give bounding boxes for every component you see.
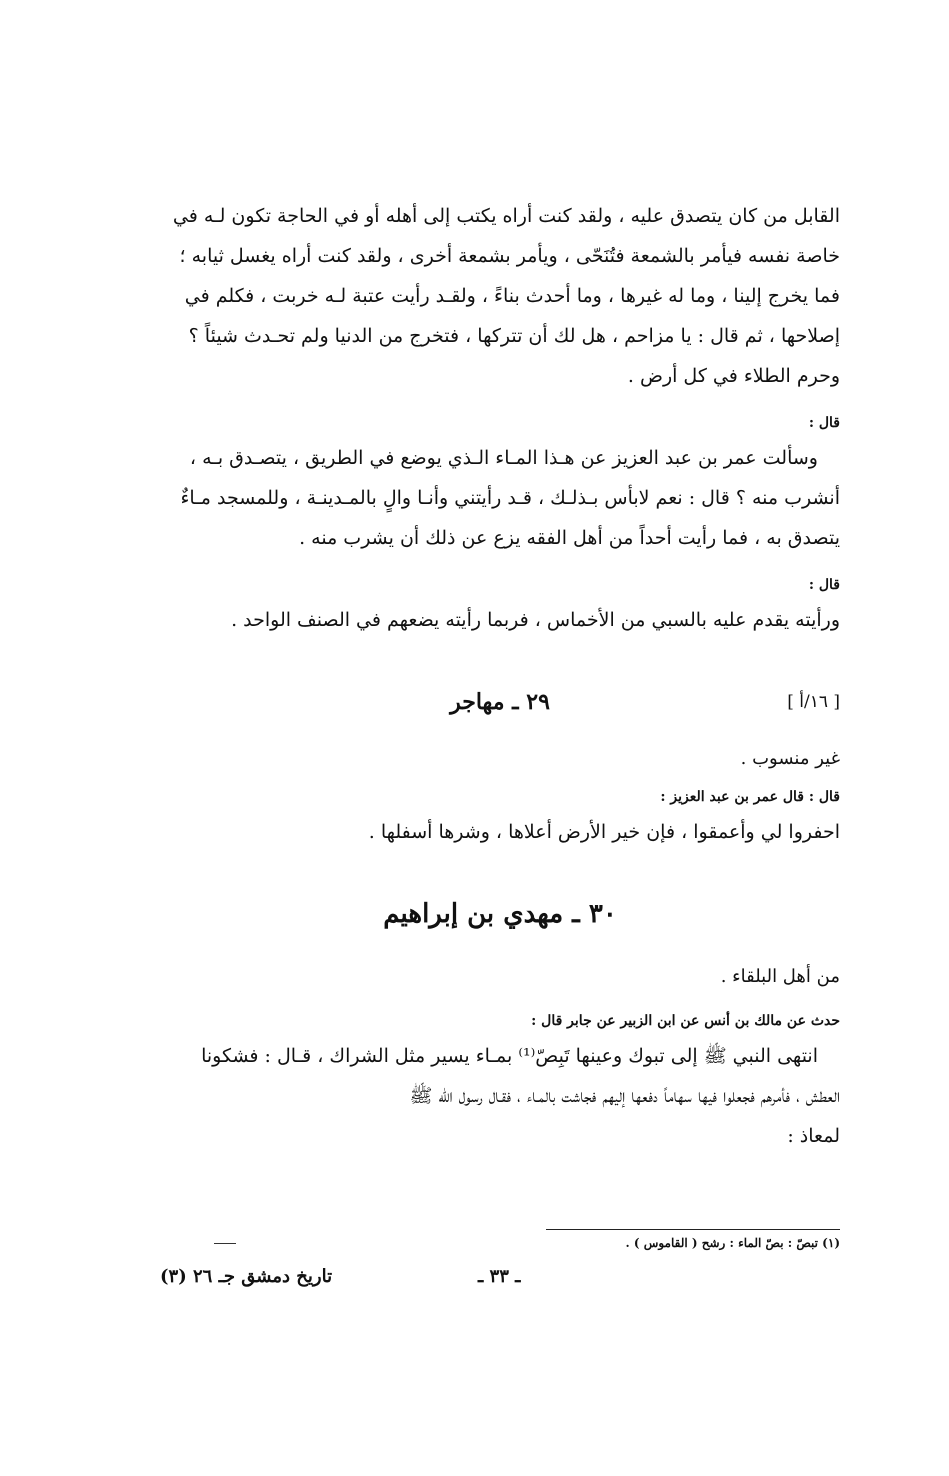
entry-30 — [160, 888, 840, 1156]
entry-bio: من أهل البلقاء . — [720, 966, 840, 987]
text-line: يتصدق به ، فما رأيت أحداً من أهل الفقه يزع عن ذلك أن يشرب منه . — [299, 527, 840, 549]
text-line: أنشرب منه ؟ قال : نعم لابأس بـذلـك ، قـد رأيتني وأنـا والٍ بالمـدينـة ، وللمسجد مـاءٌ — [180, 487, 840, 509]
text-line: احفروا لي وأعمقوا ، فإن خير الأرض أعلاها ، وشرها أسفلها . — [368, 821, 840, 843]
qala-label: قال : — [808, 415, 840, 431]
entry-29 — [160, 680, 840, 852]
text-line: العطش ، فأمرهم فجعلوا فيها سهاماً دفعها إليهم فجاشت بالمـاء ، فقـال رسول الله ﷺ — [409, 1085, 840, 1107]
entry-bio: غير منسوب . — [740, 748, 840, 769]
folio-marker: [ ١٦/أ ] — [787, 692, 840, 712]
text-line: فما يخرج إلينا ، وما له غيرها ، وما أحدث بناءً ، ولقـد رأيت عتبة لـه خربت ، فكلم في — [184, 285, 840, 307]
section-3 — [160, 574, 840, 640]
entry-title: ٢٩ ـ مهاجر — [450, 689, 550, 715]
section-2 — [160, 412, 840, 558]
narration-label: قال : قال عمر بن عبد العزيز : — [660, 789, 840, 805]
qala-label: قال : — [808, 577, 840, 593]
text-line: إصلاحها ، ثم قال : يا مزاحم ، هل لك أن تتركها ، فتخرج من الدنيا ولم تحـدث شيئاً ؟ — [188, 325, 840, 347]
page-body — [160, 196, 840, 1156]
stray-mark — [214, 1243, 236, 1244]
text-line: وسألت عمر بن عبد العزيز عن هـذا المـاء الـذي يوضع في الطريق ، يتصـدق بـه ، — [189, 447, 818, 469]
text-line: القابل من كان يتصدق عليه ، ولقد كنت أراه يكتب إلى أهله أو في الحاجة تكون لـه في — [172, 205, 840, 227]
text-line: انتهى النبي ﷺ إلى تبوك وعينها تَبِصّ⁽¹⁾ بمـاء يسير مثل الشراك ، قـال : فشكونا — [201, 1045, 818, 1067]
text-line: وحرم الطلاء في كل أرض . — [627, 365, 840, 387]
footnote-divider — [546, 1229, 840, 1230]
page-number: ـ ٣٣ ـ — [478, 1266, 521, 1287]
section-1 — [160, 196, 840, 396]
footnote: (١) تبصّ : بصّ الماء : رشح ( القاموس ) . — [625, 1236, 840, 1250]
text-line: خاصة نفسه فيأمر بالشمعة فتُنَحّى ، ويأمر بشمعة أخرى ، ولقد كنت أراه يغسل ثيابه ؛ — [179, 245, 840, 267]
narration-label: حدث عن مالك بن أنس عن ابن الزبير عن جابر قال : — [531, 1013, 840, 1029]
entry-heading-row — [160, 680, 840, 724]
text-line: لمعاذ : — [787, 1125, 840, 1147]
entry-title: ٣٠ ـ مهدي بن إبراهيم — [383, 899, 617, 929]
source-reference: تاريخ دمشق جـ ٢٦ (٣) — [160, 1266, 333, 1287]
text-line: ورأيته يقدم عليه بالسبي من الأخماس ، فربما رأيته يضعهم في الصنف الواحد . — [231, 609, 840, 631]
